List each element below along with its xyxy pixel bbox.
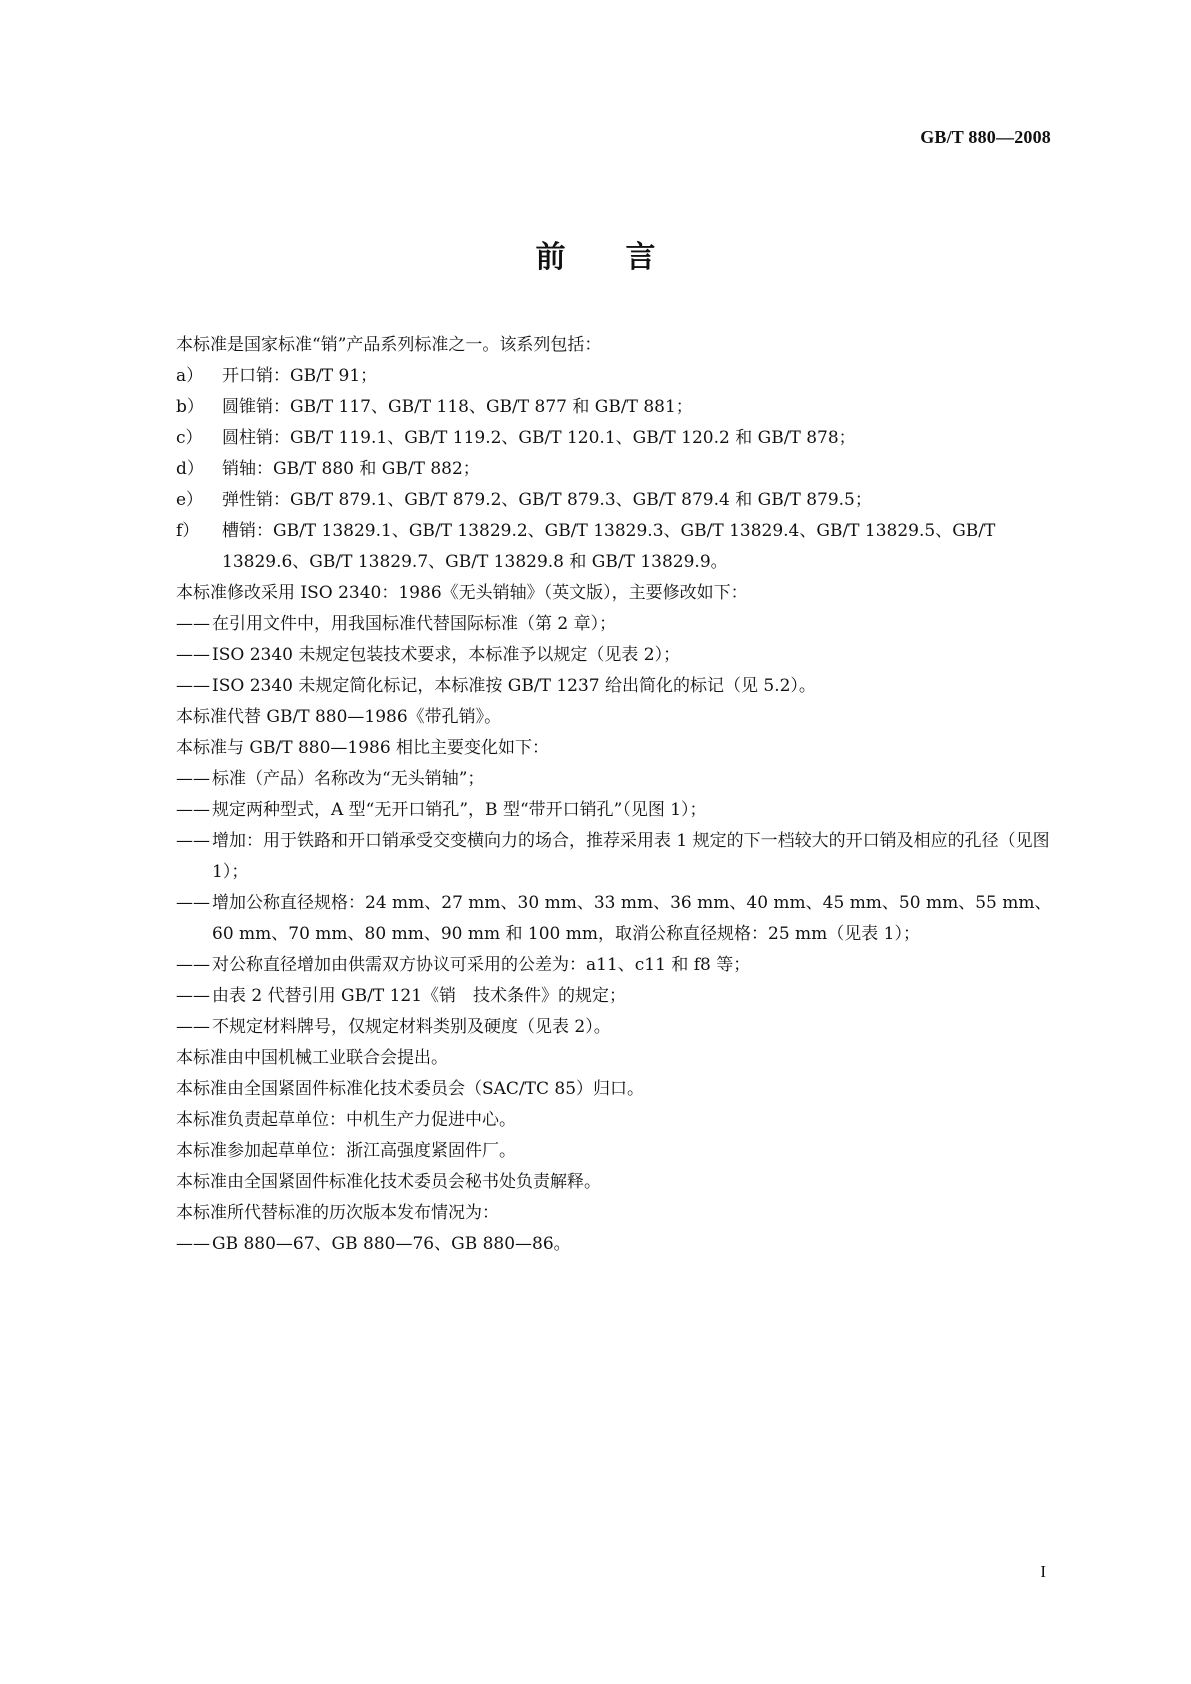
list-marker: f） xyxy=(176,521,200,541)
list-marker: c） xyxy=(176,428,203,448)
dash-item xyxy=(176,609,1056,640)
list-item-text: 开口销：GB/T 91； xyxy=(222,366,378,386)
list-item-text: 弹性销：GB/T 879.1、GB/T 879.2、GB/T 879.3、GB/T 879.4 和 GB/T 879.5； xyxy=(222,490,872,510)
dash-item-text: 增加：用于铁路和开口销承受交变横向力的场合，推荐采用表 1 规定的下一档较大的开口销及相应的孔径（见图 1）； xyxy=(212,831,1050,882)
dash-marker: —— xyxy=(176,645,210,665)
dash-marker: —— xyxy=(176,893,210,913)
dash-item-text: 对公称直径增加由供需双方协议可采用的公差为：a11、c11 和 f8 等； xyxy=(212,955,751,975)
interpreted-by: 本标准由全国紧固件标准化技术委员会秘书处负责解释。 xyxy=(176,1172,601,1192)
dash-item-text: ISO 2340 未规定包装技术要求，本标准予以规定（见表 2）； xyxy=(212,645,681,665)
list-item xyxy=(176,392,1056,423)
participating-drafter: 本标准参加起草单位：浙江高强度紧固件厂。 xyxy=(176,1141,516,1161)
standard-code: GB/T 880—2008 xyxy=(920,127,1051,147)
list-marker: e） xyxy=(176,490,204,510)
dash-marker: —— xyxy=(176,831,210,851)
dash-marker: —— xyxy=(176,986,210,1006)
dash-item xyxy=(176,671,1056,702)
dash-item-text: 增加公称直径规格：24 mm、27 mm、30 mm、33 mm、36 mm、40 mm、45 mm、50 mm、55 mm、60 mm、70 mm、80 mm、90 mm 和 100 mm，取消公称直径规格：25 mm（见表 1）； xyxy=(212,893,1052,944)
list-item xyxy=(176,485,1056,516)
proposed-by: 本标准由中国机械工业联合会提出。 xyxy=(176,1048,448,1068)
list-marker: d） xyxy=(176,459,204,479)
dash-item xyxy=(176,640,1056,671)
list-item-text: 圆锥销：GB/T 117、GB/T 118、GB/T 877 和 GB/T 881； xyxy=(222,397,693,417)
dash-item xyxy=(176,1012,1056,1043)
page-number: I xyxy=(1040,1562,1046,1581)
dash-item-text: 由表 2 代替引用 GB/T 121《销 技术条件》的规定； xyxy=(212,986,627,1006)
page-title: 前言 xyxy=(535,240,716,275)
list-marker: b） xyxy=(176,397,204,417)
list-item-text: 销轴：GB/T 880 和 GB/T 882； xyxy=(222,459,480,479)
managed-by: 本标准由全国紧固件标准化技术委员会（SAC/TC 85）归口。 xyxy=(176,1079,645,1099)
dash-marker: —— xyxy=(176,1234,210,1254)
dash-item xyxy=(176,1229,1056,1260)
dash-item xyxy=(176,826,1056,888)
comparison-intro: 本标准与 GB/T 880—1986 相比主要变化如下： xyxy=(176,738,550,758)
dash-item-text: 在引用文件中，用我国标准代替国际标准（第 2 章）； xyxy=(212,614,617,634)
dash-item xyxy=(176,888,1056,950)
list-marker: a） xyxy=(176,366,204,386)
dash-item xyxy=(176,795,1056,826)
dash-marker: —— xyxy=(176,769,210,789)
iso-adoption-intro: 本标准修改采用 ISO 2340：1986《无头销轴》（英文版），主要修改如下： xyxy=(176,583,748,603)
replaces-statement: 本标准代替 GB/T 880—1986《带孔销》。 xyxy=(176,707,502,727)
dash-item-text: 不规定材料牌号，仅规定材料类别及硬度（见表 2）。 xyxy=(212,1017,611,1037)
list-item-text: 槽销：GB/T 13829.1、GB/T 13829.2、GB/T 13829.3、GB/T 13829.4、GB/T 13829.5、GB/T 13829.6、GB/T 13829.7、GB/T 13829.8 和 GB/T 13829.9。 xyxy=(222,521,996,572)
dash-item-text: GB 880—67、GB 880—76、GB 880—86。 xyxy=(212,1234,571,1254)
main-drafter: 本标准负责起草单位：中机生产力促进中心。 xyxy=(176,1110,516,1130)
list-item-text: 圆柱销：GB/T 119.1、GB/T 119.2、GB/T 120.1、GB/T 120.2 和 GB/T 878； xyxy=(222,428,856,448)
list-item xyxy=(176,454,1056,485)
dash-item xyxy=(176,981,1056,1012)
dash-item-text: 标准（产品）名称改为“无头销轴”； xyxy=(212,769,485,789)
dash-item xyxy=(176,950,1056,981)
dash-item-text: ISO 2340 未规定简化标记，本标准按 GB/T 1237 给出简化的标记（见 5.2）。 xyxy=(212,676,816,696)
dash-marker: —— xyxy=(176,1017,210,1037)
dash-marker: —— xyxy=(176,614,210,634)
dash-marker: —— xyxy=(176,800,210,820)
list-item xyxy=(176,361,1056,392)
dash-item xyxy=(176,764,1056,795)
history-intro: 本标准所代替标准的历次版本发布情况为： xyxy=(176,1203,499,1223)
dash-marker: —— xyxy=(176,955,210,975)
dash-item-text: 规定两种型式，A 型“无开口销孔”，B 型“带开口销孔”（见图 1）； xyxy=(212,800,707,820)
list-item xyxy=(176,423,1056,454)
foreword-body xyxy=(176,330,1056,1260)
list-item xyxy=(176,516,1056,578)
series-intro: 本标准是国家标准“销”产品系列标准之一。该系列包括： xyxy=(176,335,602,355)
dash-marker: —— xyxy=(176,676,210,696)
